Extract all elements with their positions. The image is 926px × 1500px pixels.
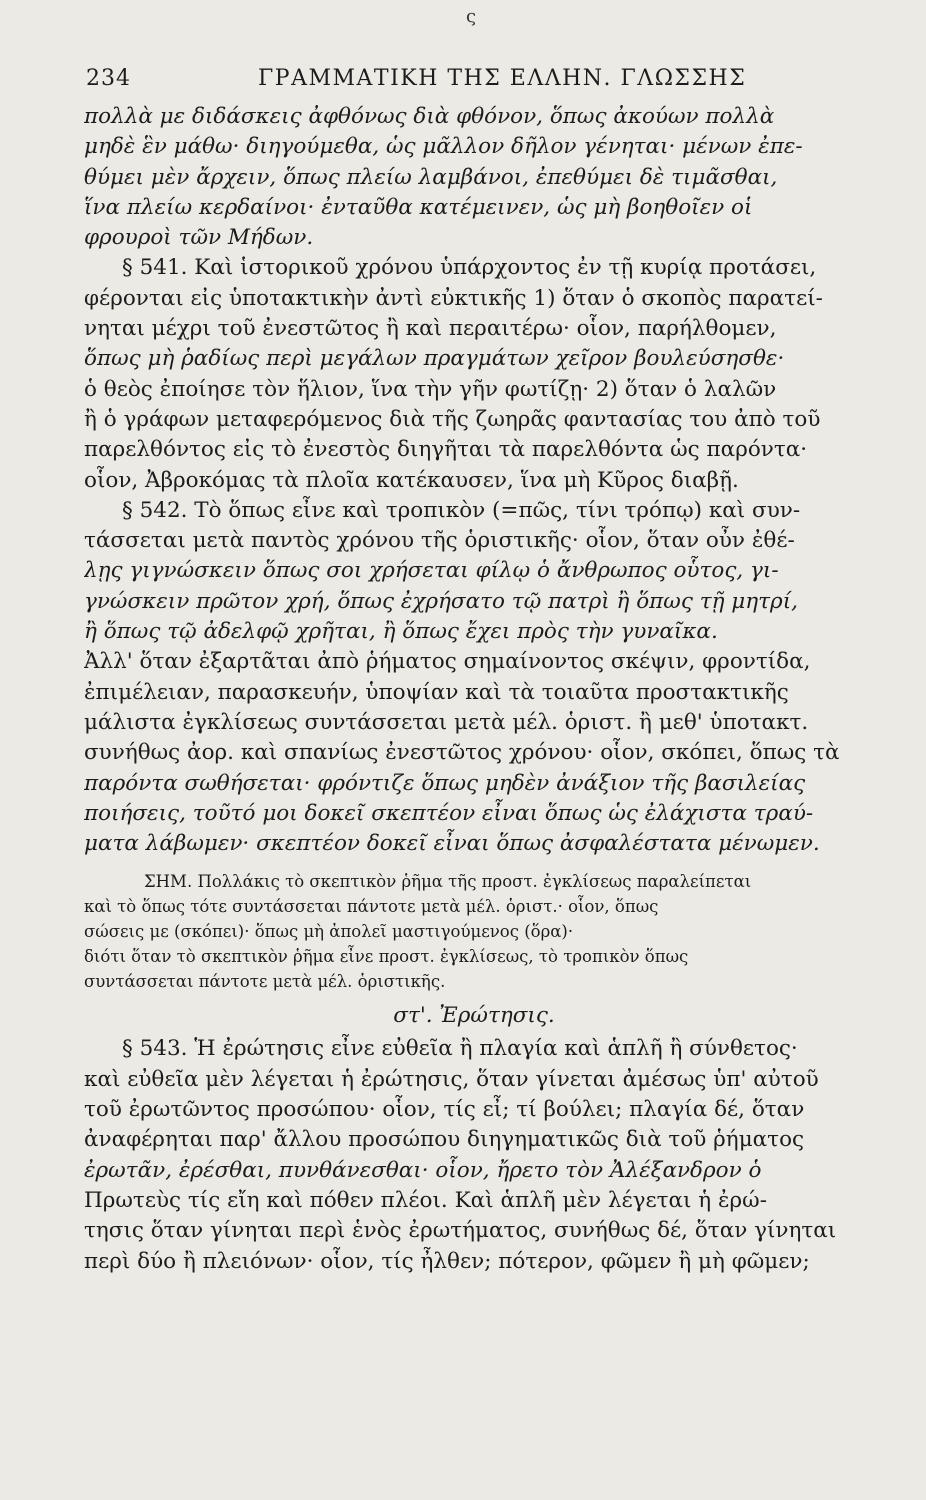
text-line: λῃς γιγνώσκειν ὅπως σοι χρήσεται φίλῳ ὁ ἄνθρωπος οὗτος, γι- (84, 558, 779, 584)
text-line: ἐρωτᾶν, ἐρέσθαι, πυνθάνεσθαι· οἷον, ἤρετο τὸν Ἀλέξανδρον ὁ (84, 1157, 762, 1183)
body-text (84, 102, 864, 1277)
text-line: Ἀλλ' ὅταν ἐξαρτᾶται ἀπὸ ῥήματος σημαίνοντος σκέψιν, φροντίδα, (84, 649, 811, 675)
text-line: μηδὲ ἓν μάθω· διηγούμεθα, ὡς μᾶλλον δῆλον γένηται· μένων ἐπε- (84, 134, 803, 160)
page-header (86, 66, 856, 96)
text-line: τάσσεται μετὰ παντὸς χρόνου τῆς ὁριστικῆς· οἷον, ὅταν οὖν ἐθέ- (84, 528, 795, 554)
text-line: ἵνα πλείω κερδαίνοι· ἐνταῦθα κατέμεινεν, ὡς μὴ βοηθοῖεν οἱ (84, 194, 753, 220)
text-line: καὶ εὐθεῖα μὲν λέγεται ἡ ἐρώτησις, ὅταν γίνεται ἀμέσως ὑπ' αὐτοῦ (84, 1066, 819, 1092)
text-line: φέρονται εἰς ὑποτακτικὴν ἀντὶ εὐκτικῆς 1) ὅταν ὁ σκοπὸς παρατεί- (84, 285, 823, 311)
text-line: καὶ τὸ ὅπως τότε συντάσσεται πάντοτε μετὰ μέλ. ὁριστ.· οἷον, ὅπως (84, 897, 659, 917)
text-line: τοῦ ἐρωτῶντος προσώπου· οἷον, τίς εἶ; τί βούλει; πλαγία δέ, ὅταν (84, 1097, 805, 1123)
text-line: συνήθως ἀορ. καὶ σπανίως ἐνεστῶτος χρόνου· οἷον, σκόπει, ὅπως τὰ (84, 740, 840, 766)
text-line: ἢ ὅπως τῷ ἀδελφῷ χρῆται, ἢ ὅπως ἔχει πρὸς τὴν γυναῖκα. (84, 619, 718, 645)
text-line: οἷον, Ἀβροκόμας τὰ πλοῖα κατέκαυσεν, ἵνα μὴ Κῦρος διαβῇ. (84, 467, 739, 493)
text-line: ὅπως μὴ ῥαδίως περὶ μεγάλων πραγμάτων χεῖρον βουλεύσησθε· (84, 346, 785, 372)
text-line: φρουροὶ τῶν Μήδων. (84, 225, 314, 251)
text-line: ματα λάβωμεν· σκεπτέον δοκεῖ εἶναι ὅπως ἀσφαλέστατα μένωμεν. (84, 831, 820, 857)
text-line: συντάσσεται πάντοτε μετὰ μέλ. ὁριστικῆς. (84, 972, 446, 992)
text-line: § 543. Ἡ ἐρώτησις εἶνε εὐθεῖα ἢ πλαγία καὶ ἁπλῆ ἢ σύνθετος· (122, 1036, 798, 1062)
text-line: Πρωτεὺς τίς εἴη καὶ πόθεν πλέοι. Καὶ ἁπλῆ μὲν λέγεται ἡ ἐρώ- (84, 1187, 767, 1213)
text-line: θύμει μὲν ἄρχειν, ὅπως πλείω λαμβάνοι, ἐπεθύμει δὲ τιμᾶσθαι, (84, 164, 778, 190)
text-line: τησις ὅταν γίνηται περὶ ἑνὸς ἐρωτήματος, συνήθως δέ, ὅταν γίνηται (84, 1218, 837, 1244)
page-mark: ς (466, 6, 477, 27)
text-line: ἀναφέρηται παρ' ἄλλου προσώπου διηγηματικῶς διὰ τοῦ ῥήματος (84, 1127, 805, 1153)
text-line: πολλὰ με διδάσκεις ἀφθόνως διὰ φθόνον, ὅπως ἀκούων πολλὰ (84, 104, 775, 129)
text-line: παρόντα σωθήσεται· φρόντιζε ὅπως μηδὲν ἀνάξιον τῆς βασιλείας (84, 770, 806, 796)
spacer (84, 859, 864, 869)
text-line: σώσεις με (σκόπει)· ὅπως μὴ ἀπολεῖ μαστιγούμενος (ὅρα)· (84, 922, 574, 942)
text-line: παρελθόντος εἰς τὸ ἐνεστὸς διηγῆται τὰ παρελθόντα ὡς παρόντα· (84, 437, 808, 463)
running-title: ΓΡΑΜΜΑΤΙΚΗ ΤΗΣ ΕΛΛΗΝ. ΓΛΩΣΣΗΣ (258, 66, 747, 91)
text-line: § 541. Καὶ ἱστορικοῦ χρόνου ὑπάρχοντος ἐν τῇ κυρίᾳ προτάσει, (122, 255, 817, 281)
page-number: 234 (86, 66, 131, 91)
text-line: ἐπιμέλειαν, παρασκευήν, ὑποψίαν καὶ τὰ τοιαῦτα προστακτικῆς (84, 679, 789, 705)
text-line: νηται μέχρι τοῦ ἐνεστῶτος ἢ καὶ περαιτέρω· οἷον, παρήλθομεν, (84, 316, 777, 342)
text-line: περὶ δύο ἢ πλειόνων· οἷον, τίς ἦλθεν; πότερον, φῶμεν ἢ μὴ φῶμεν; (84, 1248, 810, 1274)
text-line: γνώσκειν πρῶτον χρή, ὅπως ἐχρήσατο τῷ πατρὶ ἢ ὅπως τῇ μητρί, (84, 588, 798, 614)
text-line: ὁ θεὸς ἐποίησε τὸν ἥλιον, ἵνα τὴν γῆν φωτίζῃ· 2) ὅταν ὁ λαλῶν (84, 376, 777, 402)
text-line: διότι ὅταν τὸ σκεπτικὸν ῥῆμα εἶνε προστ. ἐγκλίσεως, τὸ τροπικὸν ὅπως (84, 947, 689, 967)
text-line: § 542. Τὸ ὅπως εἶνε καὶ τροπικὸν (=πῶς, τίνι τρόπῳ) καὶ συν- (122, 497, 801, 523)
text-line: ποιήσεις, τοῦτό μοι δοκεῖ σκεπτέον εἶναι ὅπως ὡς ἐλάχιστα τραύ- (84, 800, 814, 826)
text-line: μάλιστα ἐγκλίσεως συντάσσεται μετὰ μέλ. ὁριστ. ἢ μεθ' ὑποτακτ. (84, 709, 809, 735)
text-line: ΣΗΜ. Πολλάκις τὸ σκεπτικὸν ῥῆμα τῆς προστ. ἐγκλίσεως παραλείπεται (144, 872, 752, 892)
text-line: ἢ ὁ γράφων μεταφερόμενος διὰ τῆς ζωηρᾶς φαντασίας του ἀπὸ τοῦ (84, 406, 821, 432)
section-heading: στ'. Ἐρώτησις. (393, 1003, 555, 1029)
